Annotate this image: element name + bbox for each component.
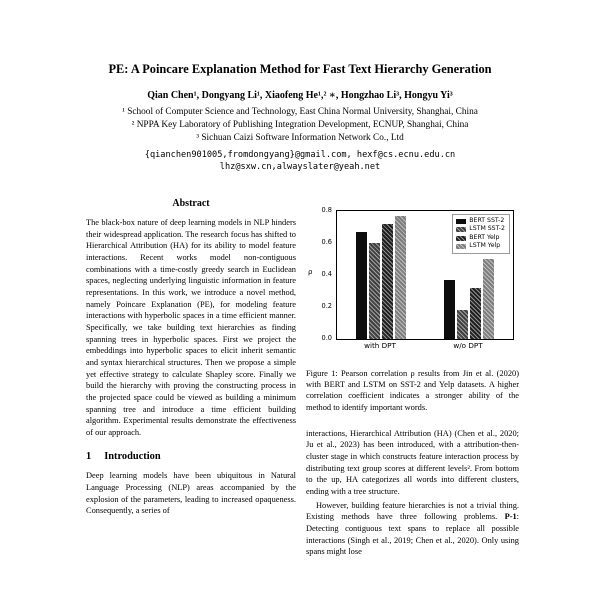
y-tick-label: 0.0 (321, 334, 332, 342)
bar-bert-yelp-with-dpt (382, 224, 393, 339)
chart-legend (452, 214, 510, 254)
right-paragraph-1: interactions, Hierarchical Attribution (HA) (Chen et al., 2020; Ju et al., 2023) has been introduced, with a attribution-then-cluster stage in which constructs feature interaction process by distributing text group scores at different levels². From bottom to the up, HA categorizes all words into different clusters, ending with a tree structure. (306, 428, 519, 497)
bar-lstm-yelp-with-dpt (395, 216, 406, 339)
y-tick-label: 0.6 (321, 238, 332, 246)
bar-bert-yelp-w/o-dpt (470, 288, 481, 339)
problem-1-label: P-1 (504, 512, 517, 522)
x-axis (336, 341, 512, 353)
legend-label: BERT Yelp (469, 233, 500, 241)
x-tick-label: with DPT (364, 341, 396, 350)
left-column (86, 196, 296, 517)
bar-bert-sst-2-w/o-dpt (444, 280, 455, 339)
affiliation-2: ² NPPA Key Laboratory of Publishing Integration Development, ECNUP, Shanghai, China (131, 120, 469, 130)
affiliations-block (30, 106, 570, 145)
y-axis (316, 206, 334, 342)
plot-area (336, 210, 514, 340)
x-tick-label: w/o DPT (453, 341, 483, 350)
legend-swatch (456, 236, 466, 241)
paper-title: PE: A Poincare Explanation Method for Fast Text Hierarchy Generation (108, 62, 492, 76)
legend-swatch (456, 244, 466, 249)
legend-swatch (456, 227, 466, 232)
figure-1 (306, 206, 519, 413)
right-column (306, 196, 519, 558)
section-1-heading (86, 451, 296, 462)
legend-label: LSTM SST-2 (469, 225, 505, 233)
right-paragraph-2-rest: : Detecting contiguous text spans to replace all possible interactions (Singh et al., 2019; Chen et al., 2020). Only using spans might lose (306, 512, 519, 557)
bar-lstm-sst-2-with-dpt (369, 243, 380, 339)
abstract-text: The black-box nature of deep learning models in NLP hinders their widespread application. The research focus has shifted to Hierarchical Attribution (HA) for its ability to model feature interactions. Recent works model non-contiguous combinations with a time-costly greedy search in Euclidean spaces, neglecting underlying linguistic information in feature representations. In this work, we introduce a novel method, namely Poincare Explanation (PE), for modeling feature interactions with hyperbolic spaces in a time efficient manner. Specifically, we take building text hierarchies as finding spanning trees in hyperbolic spaces. First we project the embeddings into hyperbolic spaces to elicit inherit semantic and syntax hierarchical structures. Then we propose a simple yet effective strategy to calculate Shapley score. Finally we build the hierarchy with proving the constructing process in the projected space could be viewed as building a minimum spanning tree and introduce a time efficient building algorithm. Experimental results demonstrate the effectiveness of our approach. (86, 218, 296, 437)
bar-lstm-sst-2-w/o-dpt (457, 310, 468, 339)
email-line-1: {qianchen901005,fromdongyang}@gmail.com, hexf@cs.ecnu.edu.cn (144, 150, 456, 160)
bar-bert-sst-2-with-dpt (356, 232, 367, 339)
legend-label: BERT SST-2 (469, 217, 505, 224)
section-1-title: Introduction (104, 451, 161, 463)
legend-entry (456, 225, 505, 233)
abstract-heading: Abstract (172, 198, 210, 209)
affiliation-3: ³ Sichuan Caizi Software Information Network Co., Ltd (196, 133, 404, 143)
legend-entry (456, 234, 505, 242)
legend-swatch (456, 219, 466, 224)
emails-block (30, 149, 570, 173)
legend-label: LSTM Yelp (469, 242, 501, 250)
legend-entry (456, 242, 505, 250)
section-1-number: 1 (86, 451, 92, 463)
y-tick-label: 0.2 (321, 302, 332, 310)
right-paragraph-2-lead: However, building feature hierarchies is not a trivial thing. Existing methods have three following problems. (306, 500, 519, 522)
bar-lstm-yelp-w/o-dpt (483, 259, 494, 339)
y-tick-label: 0.4 (321, 270, 332, 278)
bar-chart (308, 206, 516, 356)
y-tick-label: 0.8 (321, 206, 332, 214)
figure-1-caption: Figure 1: Pearson correlation ρ results from Jin et al. (2020) with BERT and LSTM on SST-2 and Yelp datasets. A higher correlation coefficient indicates a stronger ability of the method to identify important words. (306, 369, 519, 412)
right-paragraph-2 (306, 500, 519, 558)
intro-paragraph: Deep learning models have been ubiquitous in Natural Language Processing (NLP) areas accompanied by the explosion of the parameters, leading to increased opaqueness. Consequently, a series of (86, 471, 296, 516)
y-axis-label: ρ (308, 268, 313, 276)
legend-entry (456, 217, 505, 225)
email-line-2: lhz@sxw.cn,alwayslater@yeah.net (219, 162, 381, 172)
authors-line: Qian Chen¹, Dongyang Li¹, Xiaofeng He¹,² ∗, Hongzhao Li³, Hongyu Yi³ (147, 90, 453, 101)
affiliation-1: ¹ School of Computer Science and Technology, East China Normal University, Shanghai, China (122, 107, 478, 117)
